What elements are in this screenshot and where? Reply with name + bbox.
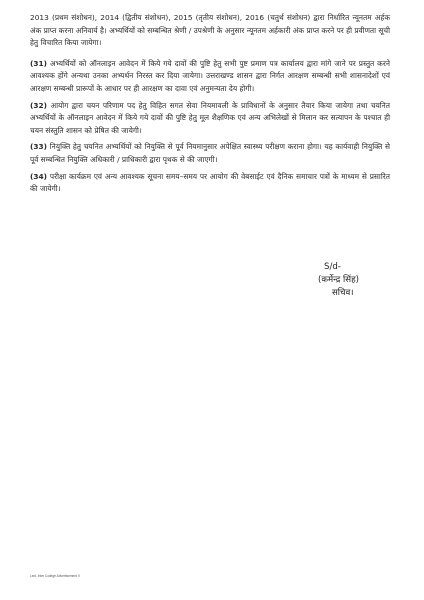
paragraph-continued xyxy=(30,12,390,50)
paragraph-number: (31) xyxy=(30,58,48,68)
paragraph-text: आयोग द्वारा चयन परिणाम पद हेतु विहित सगत सेवा नियमावली के प्राविधानों के अनुसार तैयार किया जायेगा तथा चयनित अभ्यर्थियों के ऑनलाइन आवेदन में किये गये दावों की पुष्टि हेतु मूल शैक्षणिक एवं अन्य अभिलेखों से मिलान कर सत्यापन के पश्चात ही चयन संस्तुति शासन को प्रेषित की जायेगी। xyxy=(30,100,390,135)
paragraph-text: अभ्यर्थियों को ऑनलाइन आवेदन में किये गये दावों की पुष्टि हेतु सभी पुष्ट प्रमाण पत्र कार्यालय द्वारा मांगे जाने पर प्रस्तुत करने आवश्यक होंगे अन्यथा उनका अभ्यर्थन निरस्त कर दिया जायेगा। उत्तराखण्ड शासन द्वारा निर्गत आरक्षण सम्बन्धी सभी शासनादेशों एवं आरक्षण सम्बन्धी प्रारूपों के आधार पर ही आरक्षण का दावा एवं अनुमन्यता देय होगी। xyxy=(30,58,390,93)
signatory-designation: सचिव। xyxy=(332,288,354,298)
document-body xyxy=(30,12,390,200)
signature-sd: S/d- xyxy=(324,262,341,272)
paragraph-32 xyxy=(30,100,390,138)
paragraph-number: (32) xyxy=(30,100,48,110)
paragraph-text: परीक्षा कार्यक्रम एवं अन्य आवश्यक सूचना समय–समय पर आयोग की वेबसाईट एवं दैनिक समाचार पत्रों के माध्यम से प्रसारित की जायेगी। xyxy=(30,171,390,194)
paragraph-31 xyxy=(30,58,390,96)
footer-note: Lect. Inter College Advertisement II xyxy=(30,574,80,578)
paragraph-34 xyxy=(30,171,390,196)
signatory-name: (कर्मेन्द्र सिंह) xyxy=(318,275,359,285)
paragraph-33 xyxy=(30,141,390,166)
paragraph-text: 2013 (प्रथम संशोधन), 2014 (द्वितीय संशोधन), 2015 (तृतीय संशोधन), 2016 (चतुर्थ संशोधन) द्वारा निर्धारित न्यूनतम अर्हक अंक प्राप्त करना अनिवार्य है। अभ्यर्थियों को सम्बन्धित श्रेणी / उपश्रेणी के अनुसार न्यूनतम अर्हकारी अंक प्राप्त करने पर ही प्रवीणता सूची हेतु विचारित किया जायेगा। xyxy=(30,13,390,48)
paragraph-number: (33) xyxy=(30,142,48,152)
paragraph-text: नियुक्ति हेतु चयनित अभ्यर्थियों को नियुक्ति से पूर्व नियमानुसार अपेक्षित स्वास्थ्य परीक्षण कराना होगा। यह कार्यवाही नियुक्ति से पूर्व सम्बन्धित नियुक्ति अधिकारी / प्राधिकारी द्वारा पृथक से की जाएगी। xyxy=(30,142,390,164)
signature-block xyxy=(318,261,398,300)
paragraph-number: (34) xyxy=(30,171,48,181)
